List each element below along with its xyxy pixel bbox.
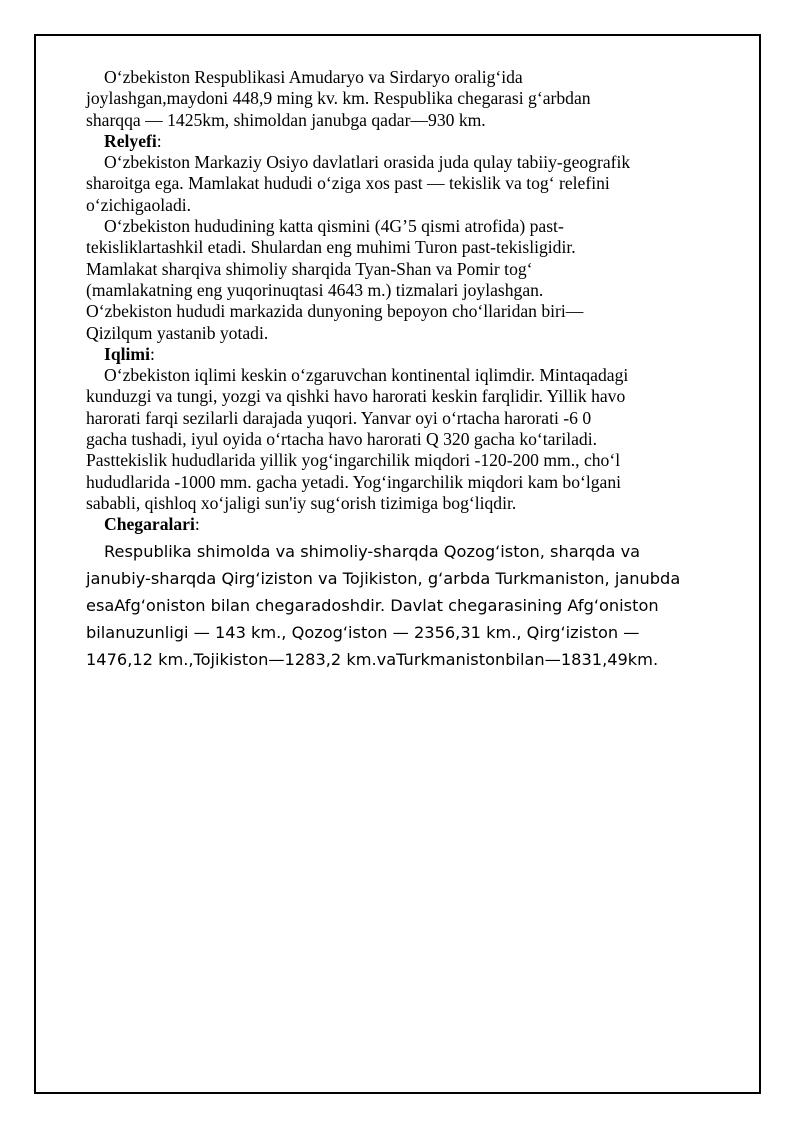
borders-heading-colon: : [194,514,200,535]
text-line: harorati farqi sezilarli darajada yuqori. Yanvar oyi o‘rtacha harorati -6 0 [86,407,592,428]
text-line: bilanuzunligi — 143 km., Qozog‘iston — 2356,31 km., Qirg‘iziston — [86,622,640,642]
text-line: o‘zichigaoladi. [86,194,192,215]
text-line: O‘zbekiston hududining katta qismini (4G’5 qismi atrofida) past- [104,216,564,237]
relief-heading-text: Relyefi [104,130,157,151]
text-line: esaAfg‘oniston bilan chegaradoshdir. Davlat chegarasining Afg‘oniston [86,595,659,615]
text-line: (mamlakatning eng yuqorinuqtasi 4643 m.) tizmalari joylashgan. [86,279,544,300]
text-line: Qizilqum yastanib yotadi. [86,322,269,343]
climate-heading-colon: : [149,343,155,364]
text-line: Pasttekislik hududlarida yillik yog‘ingarchilik miqdori -120-200 mm., cho‘l [86,450,621,471]
text-line: hududlarida -1000 mm. gacha yetadi. Yog‘ingarchilik miqdori kam bo‘lgani [86,471,622,492]
text-line: sababli, qishloq xo‘jaligi sun'iy sug‘orish tizimiga bog‘liqdir. [86,492,517,513]
text-line: O‘zbekiston Markaziy Osiyo davlatlari orasida juda qulay tabiiy-geografik [104,152,631,173]
intro-paragraph [86,67,726,131]
relief-heading [86,131,726,152]
text-line: O‘zbekiston hududi markazida dunyoning bepoyon cho‘llaridan biri— [86,301,584,322]
document-body [86,67,726,673]
text-line: sharoitga ega. Mamlakat hududi o‘ziga xos past — tekislik va tog‘ relefini [86,173,610,194]
climate-heading-text: Iqlimi [104,343,150,364]
climate-heading [86,344,726,365]
text-line: 1476,12 km.,Tojikiston—1283,2 km.vaTurkmanistonbilan—1831,49km. [86,649,659,669]
text-line: sharqqa — 1425km, shimoldan janubga qadar—930 km. [86,109,486,130]
borders-heading-text: Chegaralari [104,514,195,535]
text-line: Mamlakat sharqiva shimoliy sharqida Tyan-Shan va Pomir tog‘ [86,258,533,279]
text-line: janubiy-sharqda Qirg‘iziston va Tojikiston, g‘arbda Turkmaniston, janubda [86,568,681,588]
climate-paragraph [86,365,726,514]
relief-heading-colon: : [156,130,162,151]
text-line: kunduzgi va tungi, yozgi va qishki havo harorati keskin farqlidir. Yillik havo [86,386,626,407]
borders-paragraph [86,538,726,673]
text-line: joylashgan,maydoni 448,9 ming kv. km. Respublika chegarasi g‘arbdan [86,88,591,109]
relief-paragraph-1 [86,152,726,216]
text-line: O‘zbekiston iqlimi keskin o‘zgaruvchan kontinental iqlimdir. Mintaqadagi [104,365,629,386]
relief-paragraph-2 [86,216,726,344]
text-line: Respublika shimolda va shimoliy-sharqda Qozog‘iston, sharqda va [104,541,641,561]
text-line: gacha tushadi, iyul oyida o‘rtacha havo harorati Q 320 gacha ko‘tariladi. [86,429,598,450]
text-line: tekisliklartashkil etadi. Shulardan eng muhimi Turon past-tekisligidir. [86,237,576,258]
text-line: O‘zbekiston Respublikasi Amudaryo va Sirdaryo oralig‘ida [104,67,523,87]
borders-heading [86,514,726,535]
